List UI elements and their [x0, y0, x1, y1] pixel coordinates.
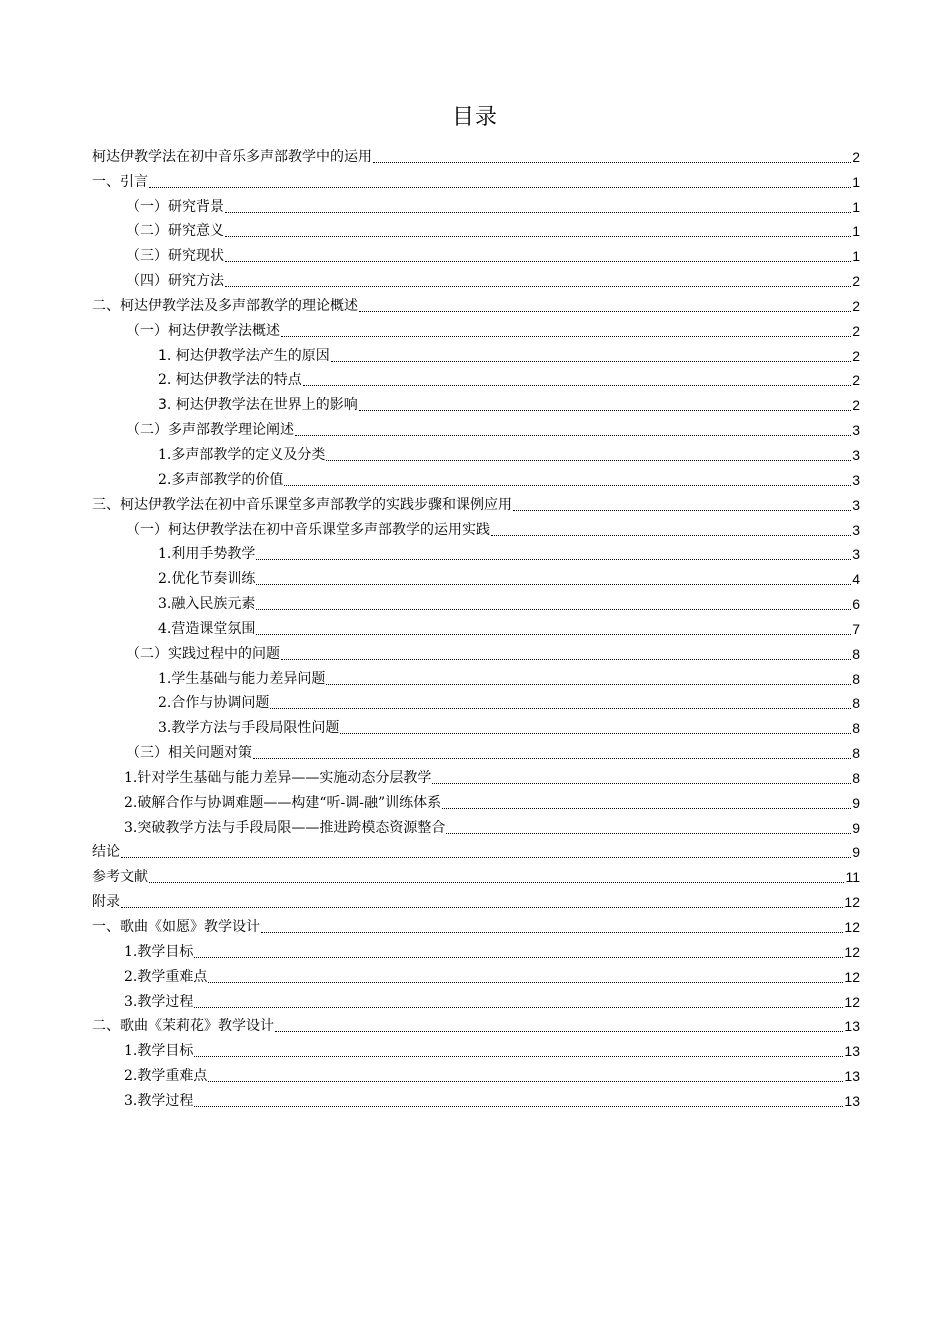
- toc-entry-label: 二、歌曲《茉莉花》教学设计: [92, 1018, 274, 1035]
- dot-leader: [513, 509, 851, 511]
- dot-leader: [281, 658, 851, 660]
- toc-entry-label: 2.教学重难点: [124, 1068, 208, 1085]
- toc-entry-page-number: 8: [852, 720, 860, 737]
- dot-leader: [149, 186, 851, 188]
- toc-entry-label: 2.优化节奏训练: [158, 571, 256, 588]
- toc-entry[interactable]: [92, 838, 860, 863]
- toc-entry[interactable]: [92, 689, 860, 714]
- toc-entry-page-number: 13: [844, 1018, 860, 1035]
- toc-entry[interactable]: [92, 987, 860, 1012]
- dot-leader: [121, 856, 851, 858]
- toc-entry-page-number: 4: [852, 571, 860, 588]
- dot-leader: [275, 1030, 843, 1032]
- dot-leader: [194, 1055, 843, 1057]
- dot-leader: [261, 931, 843, 933]
- toc-entry[interactable]: [92, 1012, 860, 1037]
- dot-leader: [373, 161, 851, 163]
- toc-entry[interactable]: [92, 142, 860, 167]
- toc-entry-page-number: 3: [852, 446, 860, 463]
- dot-leader: [491, 534, 851, 536]
- toc-entry[interactable]: [92, 266, 860, 291]
- toc-entry-label: 1.教学目标: [124, 943, 194, 960]
- toc-entry-label: 一、引言: [92, 173, 148, 190]
- toc-entry-label: 三、柯达伊教学法在初中音乐课堂多声部教学的实践步骤和课例应用: [92, 496, 512, 513]
- dot-leader: [256, 558, 851, 560]
- toc-entry-label: （一）研究背景: [126, 198, 224, 215]
- toc-entry-label: 2.破解合作与协调难题——构建“听-调-融”训练体系: [124, 794, 442, 811]
- toc-entry-page-number: 7: [852, 620, 860, 637]
- table-of-contents: [92, 142, 860, 1111]
- dot-leader: [340, 732, 851, 734]
- toc-entry-page-number: 2: [852, 372, 860, 389]
- toc-entry[interactable]: [92, 490, 860, 515]
- toc-entry-page-number: 12: [844, 943, 860, 960]
- toc-entry-page-number: 1: [852, 248, 860, 265]
- dot-leader: [121, 906, 843, 908]
- toc-entry-label: 柯达伊教学法在初中音乐多声部教学中的运用: [92, 148, 372, 165]
- toc-entry[interactable]: [92, 1086, 860, 1111]
- toc-entry-page-number: 13: [844, 1043, 860, 1060]
- dot-leader: [194, 1006, 843, 1008]
- toc-entry-page-number: 2: [852, 322, 860, 339]
- toc-entry-label: 3.教学过程: [124, 993, 194, 1010]
- toc-entry[interactable]: [92, 589, 860, 614]
- toc-entry[interactable]: [92, 241, 860, 266]
- toc-entry-page-number: 8: [852, 670, 860, 687]
- toc-entry-page-number: 2: [852, 273, 860, 290]
- toc-entry[interactable]: [92, 664, 860, 689]
- dot-leader: [225, 260, 851, 262]
- toc-entry-label: （四）研究方法: [126, 273, 224, 290]
- toc-entry[interactable]: [92, 515, 860, 540]
- dot-leader: [256, 633, 851, 635]
- dot-leader: [253, 757, 851, 759]
- toc-entry-page-number: 12: [844, 919, 860, 935]
- toc-entry-label: 1.利用手势教学: [158, 546, 256, 563]
- toc-entry[interactable]: [92, 738, 860, 763]
- dot-leader: [149, 881, 844, 883]
- dot-leader: [359, 310, 851, 312]
- toc-entry-label: 3. 柯达伊教学法在世界上的影响: [158, 397, 358, 414]
- toc-entry-page-number: 2: [852, 397, 860, 414]
- page-title: 目录: [451, 105, 498, 130]
- toc-entry[interactable]: [92, 962, 860, 987]
- toc-entry-label: 2. 柯达伊教学法的特点: [158, 372, 302, 389]
- dot-leader: [284, 484, 851, 486]
- toc-entry[interactable]: [92, 415, 860, 440]
- toc-entry-page-number: 8: [852, 745, 860, 762]
- toc-entry-label: （三）相关问题对策: [126, 745, 252, 762]
- toc-entry-page-number: 13: [844, 1068, 860, 1085]
- toc-entry[interactable]: [92, 887, 860, 912]
- toc-entry[interactable]: [92, 788, 860, 813]
- toc-entry-label: （二）多声部教学理论阐述: [126, 422, 294, 439]
- toc-entry-label: （三）研究现状: [126, 248, 224, 265]
- toc-entry[interactable]: [92, 1061, 860, 1086]
- toc-entry-label: 2.合作与协调问题: [158, 695, 270, 712]
- toc-entry[interactable]: [92, 713, 860, 738]
- toc-entry-label: 2.教学重难点: [124, 968, 208, 985]
- dot-leader: [256, 583, 851, 585]
- toc-entry-label: （一）柯达伊教学法在初中音乐课堂多声部教学的运用实践: [126, 521, 490, 538]
- toc-entry[interactable]: [92, 540, 860, 565]
- toc-entry-page-number: 11: [845, 869, 860, 886]
- toc-entry[interactable]: [92, 192, 860, 217]
- toc-entry-page-number: 12: [844, 894, 860, 911]
- toc-entry-page-number: 2: [852, 148, 860, 165]
- dot-leader: [194, 956, 843, 958]
- toc-entry[interactable]: [92, 316, 860, 341]
- toc-entry-label: （二）研究意义: [126, 223, 224, 240]
- toc-entry[interactable]: [92, 862, 860, 887]
- toc-entry[interactable]: [92, 167, 860, 192]
- dot-leader: [303, 384, 851, 386]
- toc-entry-page-number: 3: [852, 521, 860, 538]
- toc-entry-page-number: 12: [844, 968, 860, 985]
- toc-entry-label: 二、柯达伊教学法及多声部教学的理论概述: [92, 297, 358, 314]
- toc-entry[interactable]: [92, 639, 860, 664]
- toc-entry[interactable]: [92, 440, 860, 465]
- toc-entry[interactable]: [92, 763, 860, 788]
- toc-entry[interactable]: [92, 291, 860, 316]
- toc-entry[interactable]: [92, 217, 860, 242]
- toc-entry-page-number: 2: [852, 297, 860, 314]
- dot-leader: [208, 981, 843, 983]
- dot-leader: [326, 459, 851, 461]
- dot-leader: [281, 335, 851, 337]
- toc-entry-label: 2.多声部教学的价值: [158, 471, 284, 488]
- toc-entry-label: 1.教学目标: [124, 1043, 194, 1060]
- dot-leader: [326, 683, 851, 685]
- dot-leader: [256, 608, 851, 610]
- toc-entry-page-number: 9: [852, 844, 860, 861]
- toc-entry-label: 结论: [92, 844, 120, 861]
- toc-entry[interactable]: [92, 341, 860, 366]
- toc-entry-page-number: 3: [852, 471, 860, 488]
- dot-leader: [225, 211, 851, 213]
- toc-entry-page-number: 3: [852, 496, 860, 513]
- dot-leader: [270, 707, 851, 709]
- toc-entry-page-number: 9: [852, 819, 860, 836]
- dot-leader: [432, 782, 851, 784]
- toc-entry-label: （一）柯达伊教学法概述: [126, 322, 280, 339]
- toc-entry-page-number: 12: [844, 993, 860, 1010]
- toc-entry-label: 参考文献: [92, 869, 148, 886]
- dot-leader: [295, 434, 851, 436]
- toc-entry-label: 1. 柯达伊教学法产生的原因: [158, 347, 330, 364]
- dot-leader: [331, 360, 851, 362]
- toc-entry[interactable]: [92, 1036, 860, 1061]
- toc-entry-label: 3.教学过程: [124, 1092, 194, 1109]
- toc-entry-page-number: 3: [852, 546, 860, 563]
- toc-entry-label: 3.教学方法与手段局限性问题: [158, 720, 340, 737]
- toc-entry[interactable]: [92, 366, 860, 391]
- dot-leader: [359, 409, 851, 411]
- toc-entry-label: 附录: [92, 894, 120, 911]
- dot-leader: [225, 285, 851, 287]
- toc-entry[interactable]: [92, 614, 860, 639]
- toc-entry[interactable]: [92, 912, 860, 937]
- toc-entry-page-number: 1: [852, 223, 860, 240]
- toc-entry-label: 1.多声部教学的定义及分类: [158, 446, 326, 463]
- toc-entry[interactable]: [92, 937, 860, 962]
- toc-entry-page-number: 8: [852, 695, 860, 712]
- toc-entry-label: 4.营造课堂氛围: [158, 620, 256, 637]
- toc-entry[interactable]: [92, 390, 860, 415]
- toc-entry-page-number: 1: [852, 173, 860, 190]
- toc-entry-page-number: 6: [852, 596, 860, 613]
- dot-leader: [225, 235, 851, 237]
- toc-entry-label: 1.针对学生基础与能力差异——实施动态分层教学: [124, 769, 432, 786]
- toc-entry[interactable]: [92, 564, 860, 589]
- toc-entry[interactable]: [92, 465, 860, 490]
- toc-entry-label: 一、歌曲《如愿》教学设计: [92, 919, 260, 935]
- dot-leader: [208, 1080, 843, 1082]
- toc-entry-page-number: 3: [852, 422, 860, 439]
- dot-leader: [442, 807, 851, 809]
- toc-entry-page-number: 13: [844, 1092, 860, 1109]
- toc-entry-label: （二）实践过程中的问题: [126, 645, 280, 662]
- toc-entry-label: 3.融入民族元素: [158, 596, 256, 613]
- toc-entry-label: 3.突破教学方法与手段局限——推进跨模态资源整合: [124, 819, 446, 836]
- toc-entry-page-number: 2: [852, 347, 860, 364]
- toc-entry-page-number: 8: [852, 769, 860, 786]
- dot-leader: [446, 832, 851, 834]
- toc-entry-page-number: 8: [852, 645, 860, 662]
- toc-entry-page-number: 9: [852, 794, 860, 811]
- toc-entry-label: 1.学生基础与能力差异问题: [158, 670, 326, 687]
- toc-entry-page-number: 1: [852, 198, 860, 215]
- dot-leader: [194, 1105, 843, 1107]
- toc-entry[interactable]: [92, 813, 860, 838]
